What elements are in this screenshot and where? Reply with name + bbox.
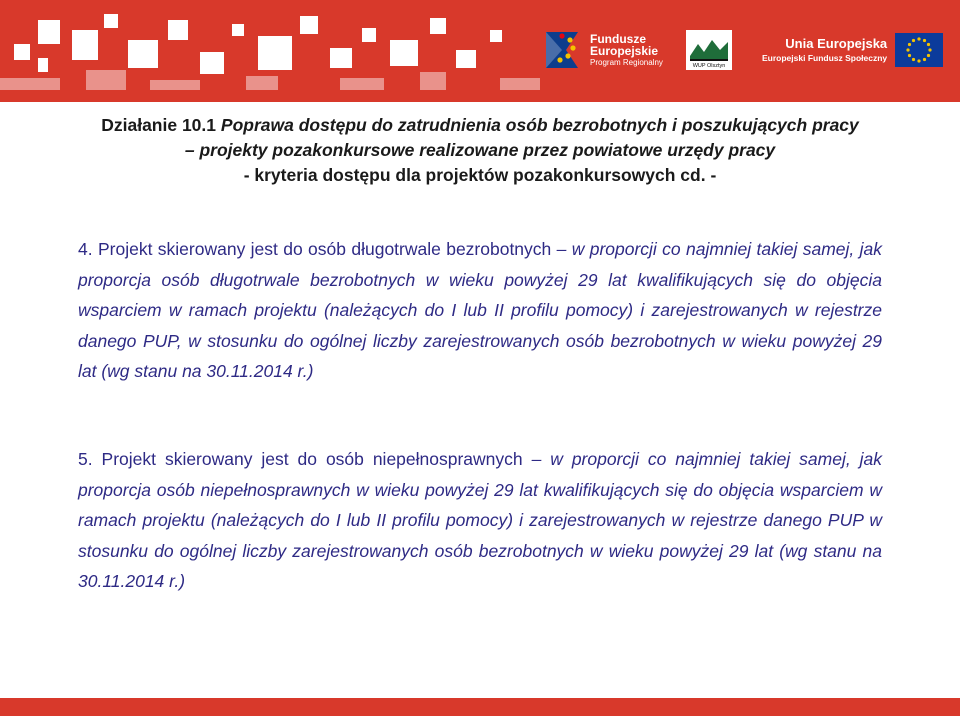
- funds-logo-text: Fundusze Europejskie Program Regionalny: [590, 31, 663, 67]
- criterion-number: 5.: [78, 449, 93, 469]
- header-line-3: - kryteria dostępu dla projektów pozakonkursowych cd. -: [243, 165, 717, 185]
- header-action-number: Działanie 10.1: [101, 115, 217, 135]
- criterion-number: 4.: [78, 239, 93, 259]
- stars-flag-icon: [540, 26, 584, 74]
- eu-logo: [762, 24, 943, 76]
- criterion-lead: Projekt skierowany jest do osób niepełnosprawnych: [101, 449, 523, 469]
- criterion-text: – w proporcji co najmniej takiej samej, jak proporcja osób niepełnosprawnych w wieku powyżej 29 lat kwalifikujących się do objęcia wsparciem w ramach projektu (należących do I lub II profilu pomocy) i zarejestrowanych w rejestrze danego PUP w stosunku do ogólnej liczby zarejestrowanych osób bezrobotnych w wieku powyżej 29 lat (wg stanu na 30.11.2014 r.): [78, 449, 882, 591]
- eu-logo-text: Unia Europejska Europejski Fundusz Społeczny: [762, 36, 888, 63]
- criterion-item-5: [78, 444, 882, 597]
- funds-logo: [540, 24, 663, 76]
- header-line-1: [40, 113, 920, 138]
- bottom-bar: [0, 698, 960, 716]
- top-banner: [0, 0, 960, 102]
- wup-logo-icon: [686, 30, 732, 70]
- banner-decoration: [0, 0, 560, 102]
- header-line-2: – projekty pozakonkursowe realizowane przez powiatowe urzędy pracy: [184, 140, 776, 160]
- section-header: [40, 113, 920, 188]
- criterion-item-4: [78, 234, 882, 387]
- eu-flag-icon: [895, 33, 943, 67]
- criterion-text: – w proporcji co najmniej takiej samej, jak proporcja osób długotrwale bezrobotnych w wieku powyżej 29 lat kwalifikujących się do objęcia wsparciem w ramach projektu (należących do I lub II profilu pomocy) i zarejestrowanych w rejestrze danego PUP, w stosunku do ogólnej liczby zarejestrowanych osób bezrobotnych w wieku powyżej 29 lat (wg stanu na 30.11.2014 r.): [78, 239, 882, 381]
- wup-logo: [686, 24, 732, 76]
- wup-logo-caption: WUP Olsztyn: [692, 63, 726, 69]
- header-action-title: Poprawa dostępu do zatrudnienia osób bezrobotnych i poszukujących pracy: [220, 115, 859, 135]
- criterion-lead: Projekt skierowany jest do osób długotrwale bezrobotnych: [97, 239, 552, 259]
